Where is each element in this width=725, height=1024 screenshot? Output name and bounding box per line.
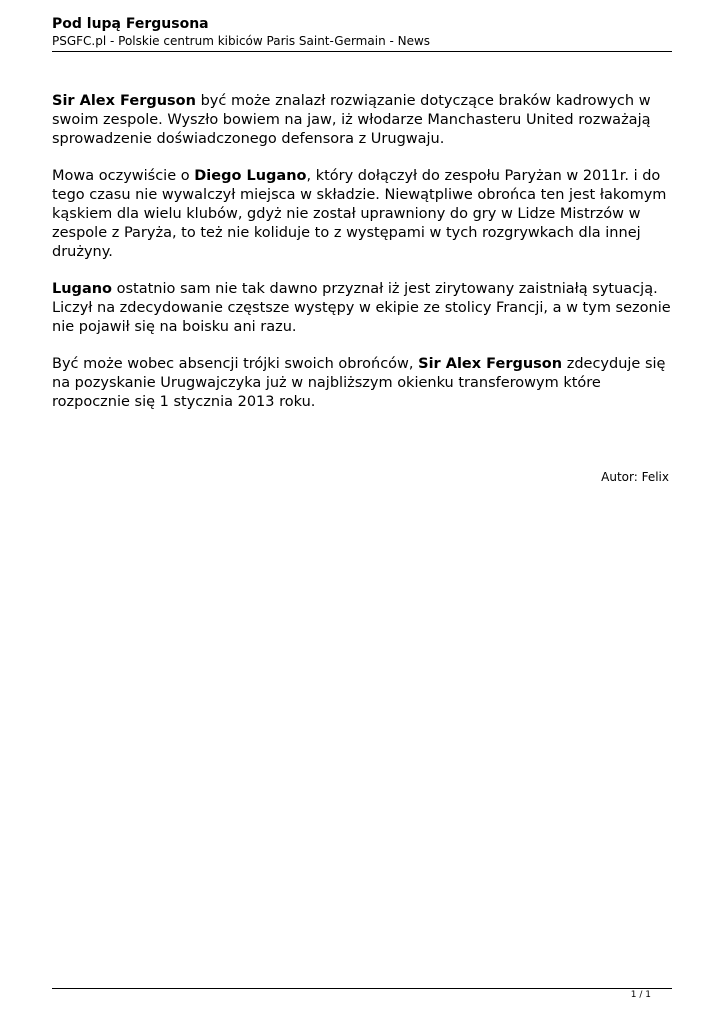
author-line: Autor: Felix <box>601 470 669 484</box>
paragraph-text: Być może wobec absencji trójki swoich obrońców, <box>52 356 419 372</box>
paragraph-text: ostatnio sam nie tak dawno przyznał iż jest zirytowany zaistniałą sytuacją. Liczył na zdecydowanie częstsze występy w ekipie ze stolicy Francji, a w tym sezonie nie pojawił się na boisku ani razu. <box>52 281 671 335</box>
article-paragraph-1 <box>52 92 677 149</box>
article-paragraph-3 <box>52 280 677 337</box>
article-paragraph-4 <box>52 355 677 412</box>
document-header <box>52 16 672 49</box>
bold-name-lugano: Diego Lugano <box>194 168 307 184</box>
bold-name-lugano: Lugano <box>52 281 113 297</box>
site-subtitle: PSGFC.pl - Polskie centrum kibiców Paris Saint-Germain - News <box>52 34 431 48</box>
document-title: Pod lupą Fergusona <box>52 16 209 32</box>
bold-name-ferguson: Sir Alex Ferguson <box>418 356 563 372</box>
bold-name-ferguson: Sir Alex Ferguson <box>52 93 196 109</box>
paragraph-text: , który dołączył do zespołu Paryżan w 2011r. i do tego czasu nie wywalczył miejsca w składzie. Niewątpliwe obrońca ten jest łakomym kąskiem dla wielu klubów, gdyż nie został uprawniony do gry w Lidze Mistrzów w zespole z Paryża, to też nie koliduje to z występami w tych rozgrywkach dla innej drużyny. <box>52 168 667 260</box>
paragraph-text: być może znalazł rozwiązanie dotyczące braków kadrowych w swoim zespole. Wyszło bowiem na jaw, iż włodarze Manchasteru United rozważają sprowadzenie doświadczonego defensora z Urugwaju. <box>52 93 651 147</box>
footer-divider <box>52 988 672 989</box>
article-body <box>52 92 677 430</box>
header-divider <box>52 51 672 52</box>
page-number: 1 / 1 <box>630 990 651 1000</box>
paragraph-text: zdecyduje się na pozyskanie Urugwajczyka już w najbliższym okienku transferowym które rozpocznie się 1 stycznia 2013 roku. <box>52 356 666 410</box>
article-paragraph-2 <box>52 167 677 262</box>
paragraph-text: Mowa oczywiście o <box>52 168 195 184</box>
